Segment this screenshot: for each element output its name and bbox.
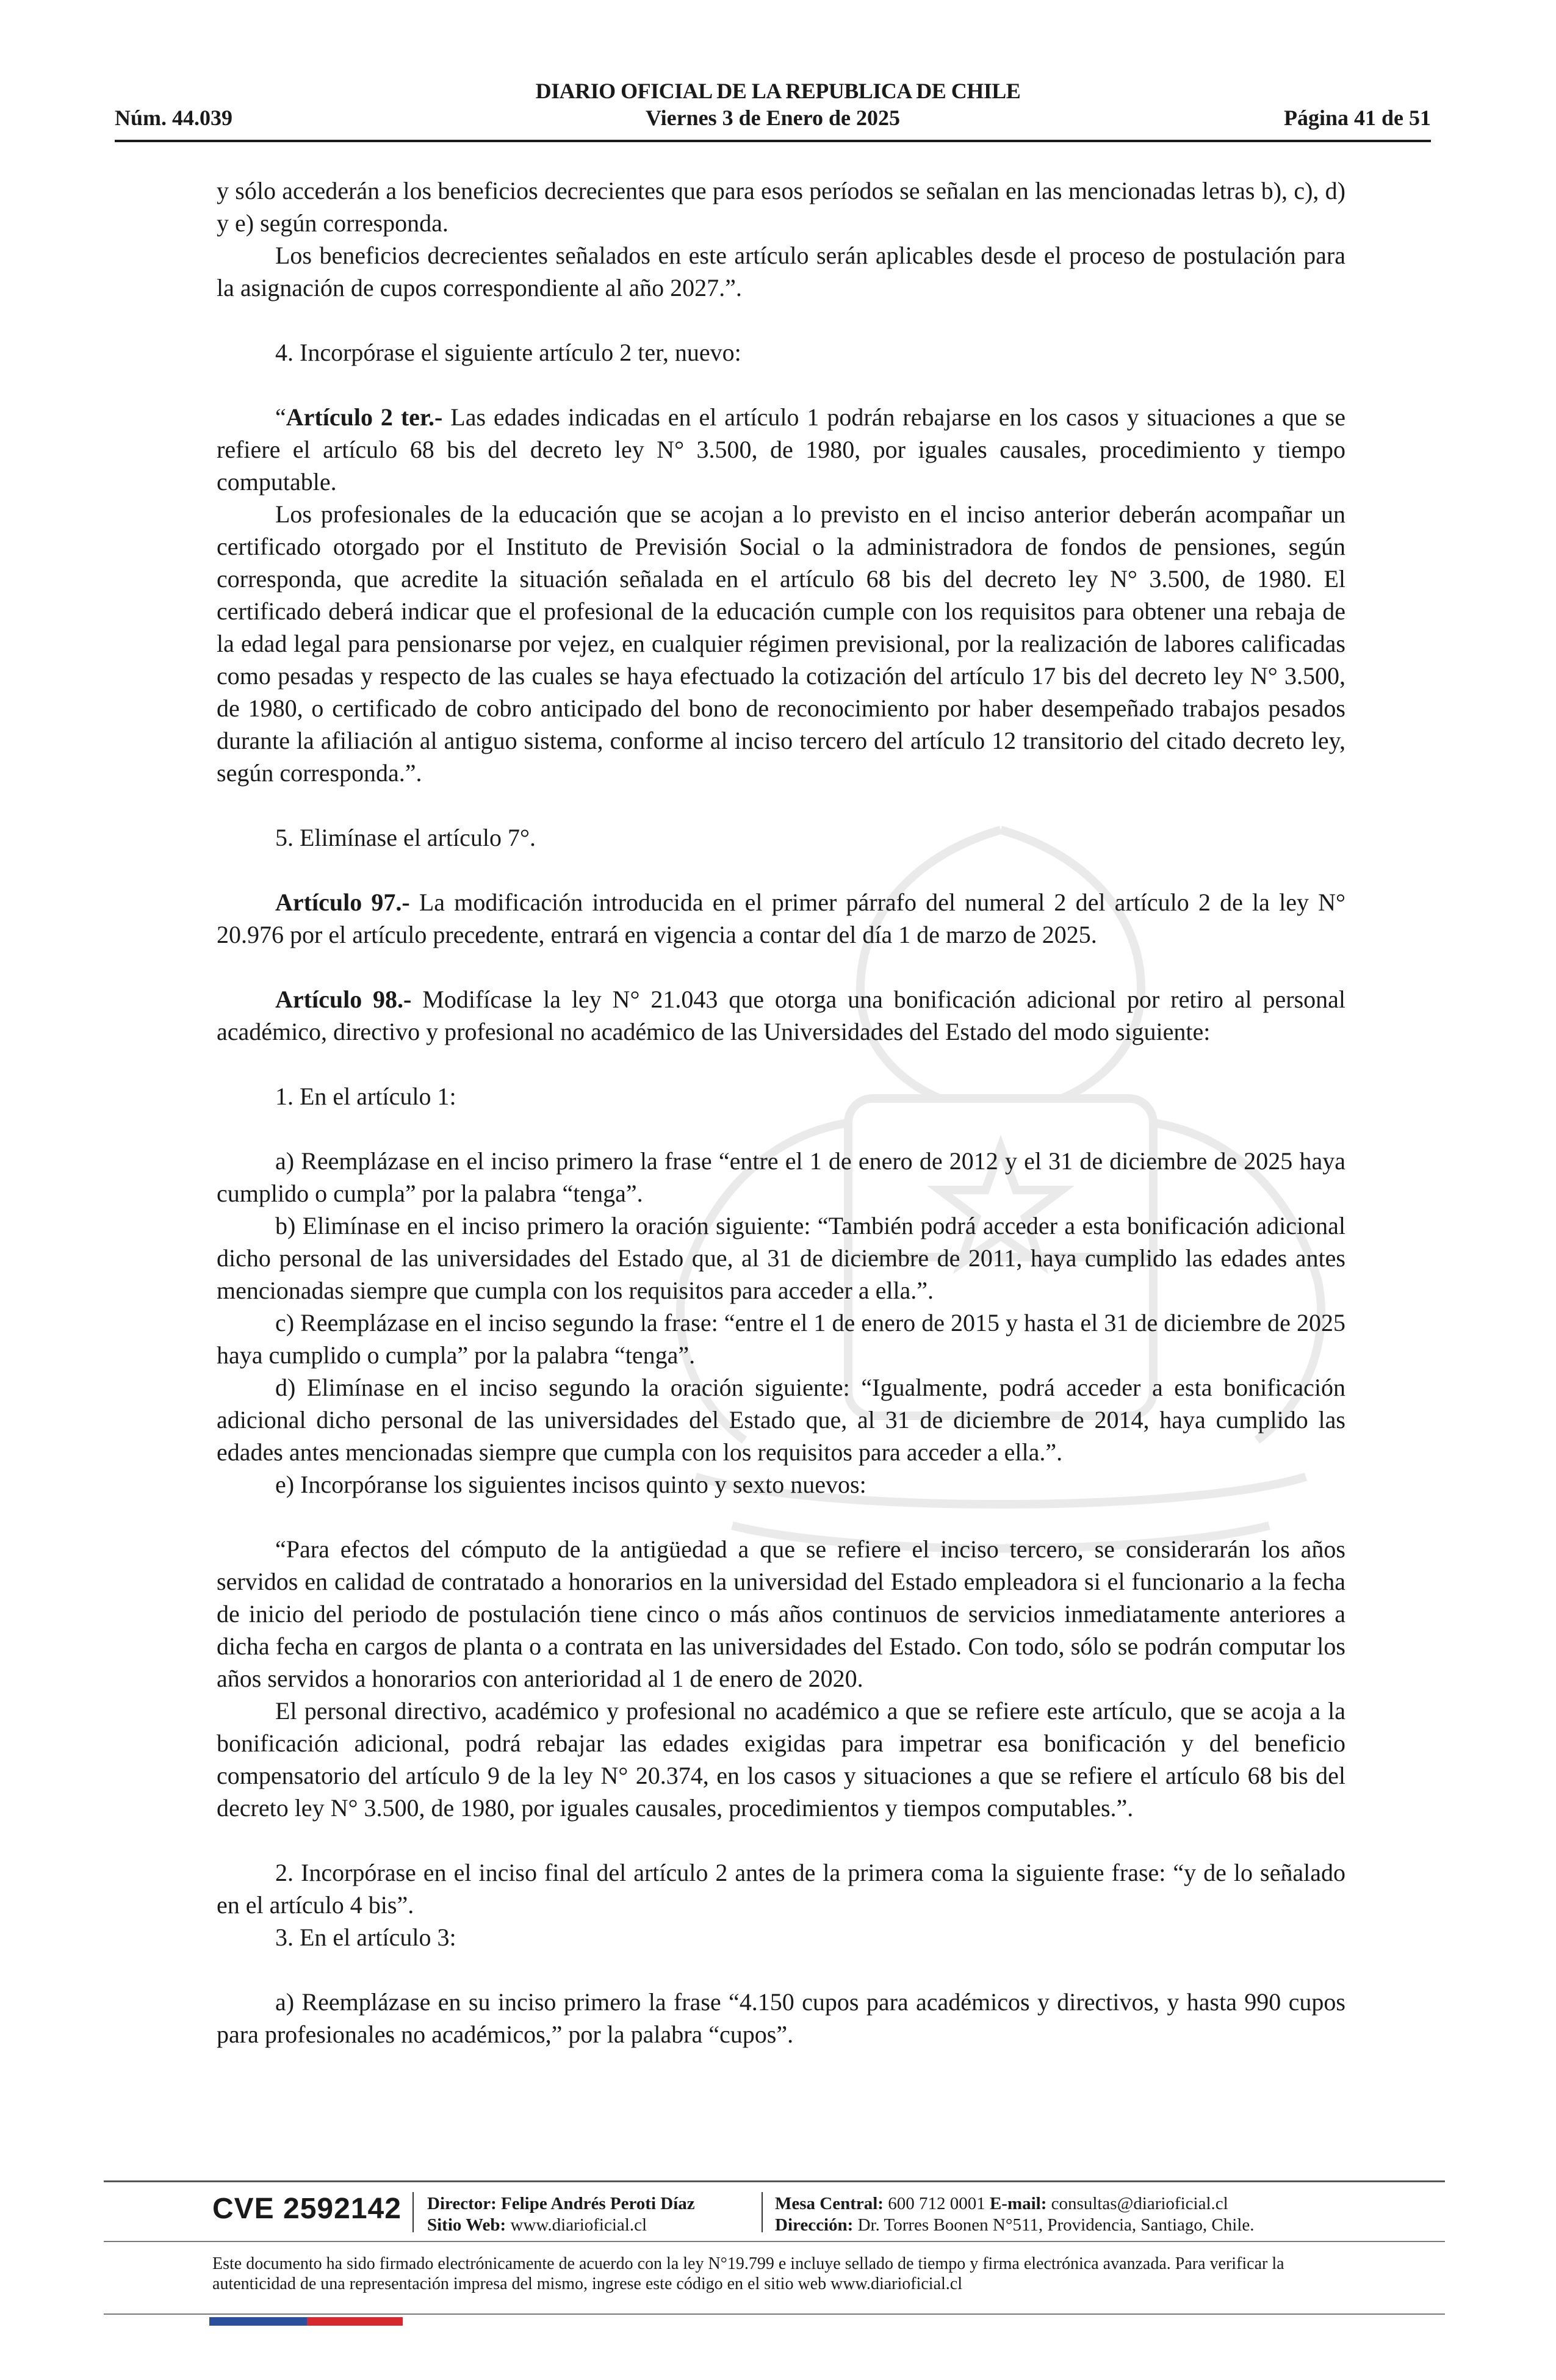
paragraph: d) Elimínase en el inciso segundo la oración siguiente: “Igualmente, podrá acceder a esta bonificación adicional dicho personal de las universidades del Estado que, al 31 de diciembre de 2014, haya cumplido las edades antes mencionadas siempre que cumpla con los requisitos para acceder a ella.”. bbox=[217, 1374, 1345, 1466]
paragraph: b) Elimínase en el inciso primero la oración siguiente: “También podrá acceder a esta bonificación adicional dicho personal de las universidades del Estado que, al 31 de diciembre de 2011, haya cumplido las edades antes mencionadas siempre que cumpla con los requisitos para acceder a ella.”. bbox=[217, 1212, 1345, 1304]
paragraph: Los beneficios decrecientes señalados en este artículo serán aplicables desde el proceso de postulación para la asignación de cupos correspondiente al año 2027.”. bbox=[217, 242, 1345, 301]
paragraph: 4. Incorpórase el siguiente artículo 2 ter, nuevo: bbox=[275, 339, 741, 366]
quote-mark: “ bbox=[275, 403, 286, 431]
paragraph-text: Las edades indicadas en el artículo 1 podrán rebajarse en los casos y situaciones a que se refiere el artículo 68 bis del decreto ley N° 3.500, de 1980, por iguales causales, procedimiento y tiempo computable. bbox=[217, 403, 1345, 496]
header-row bbox=[115, 105, 1431, 133]
mesa-phone: 600 712 0001 bbox=[888, 2194, 985, 2213]
header-divider bbox=[115, 140, 1431, 142]
article-heading: Artículo 97.- bbox=[275, 889, 410, 916]
paragraph bbox=[217, 886, 1345, 951]
footer-director-info bbox=[427, 2193, 695, 2236]
flag-stripe-blue bbox=[209, 2317, 307, 2326]
paragraph: Los profesionales de la educación que se acojan a lo previsto en el inciso anterior deberán acompañar un certificado otorgado por el Instituto de Previsión Social o la administradora de fondos de pensiones, según corresponda, que acredite la situación señalada en el artículo 68 bis del decreto ley N° 3.500, de 1980. El certificado deberá indicar que el profesional de la educación cumple con los requisitos para obtener una rebaja de la edad legal para pensionarse por vejez, en cualquier régimen previsional, por la realización de labores calificadas como pesadas y respecto de las cuales se haya efectuado la cotización del artículo 17 bis del decreto ley N° 3.500, de 1980, o certificado de cobro anticipado del bono de reconocimiento por haber desempeñado trabajos pesados durante la afiliación al antiguo sistema, conforme al inciso tercero del artículo 12 transitorio del citado decreto ley, según corresponda.”. bbox=[217, 500, 1345, 787]
article-heading: Artículo 2 ter.- bbox=[286, 403, 443, 431]
paragraph: El personal directivo, académico y profesional no académico a que se refiere este artículo, que se acoja a la bonificación adicional, podrá rebajar las edades exigidas para impetrar esa bonificación y del beneficio compensatorio del artículo 9 de la ley N° 20.374, en los casos y situaciones a que se refiere el artículo 68 bis del decreto ley N° 3.500, de 1980, por iguales causales, procedimientos y tiempos computables.”. bbox=[217, 1697, 1345, 1822]
paragraph: e) Incorpóranse los siguientes incisos quinto y sexto nuevos: bbox=[275, 1471, 866, 1498]
footer-contact-info bbox=[775, 2193, 1254, 2236]
issue-number: Núm. 44.039 bbox=[115, 106, 233, 130]
email-label: E-mail: bbox=[989, 2194, 1047, 2213]
footer-divider bbox=[104, 2241, 1445, 2242]
signature-notice: Este documento ha sido firmado electrónicamente de acuerdo con la ley N°19.799 e incluye sellado de tiempo y firma electrónica avanzada. Para verificar la autenticidad de una representación impresa del mismo, ingrese este código en el sitio web www.diarioficial.cl bbox=[212, 2254, 1284, 2293]
paragraph: a) Reemplázase en el inciso primero la frase “entre el 1 de enero de 2012 y el 31 de diciembre de 2025 haya cumplido o cumpla” por la palabra “tenga”. bbox=[217, 1147, 1345, 1207]
mesa-label: Mesa Central: bbox=[775, 2194, 884, 2213]
page-number: Página 41 de 51 bbox=[1283, 106, 1431, 130]
footer-divider bbox=[104, 2180, 1445, 2182]
email-link[interactable]: consultas@diarioficial.cl bbox=[1051, 2194, 1228, 2213]
address-label: Dirección: bbox=[775, 2215, 854, 2235]
director-name: Felipe Andrés Peroti Díaz bbox=[501, 2194, 695, 2213]
paragraph: 2. Incorpórase en el inciso final del artículo 2 antes de la primera coma la siguiente frase: “y de lo señalado en el artículo 4 bis”. bbox=[217, 1859, 1345, 1919]
article-heading: Artículo 98.- bbox=[275, 986, 412, 1013]
paragraph: c) Reemplázase en el inciso segundo la frase: “entre el 1 de enero de 2015 y hasta el 31 de diciembre de 2025 haya cumplido o cumpla” por la palabra “tenga”. bbox=[217, 1309, 1345, 1369]
paragraph-text: Modifícase la ley N° 21.043 que otorga una bonificación adicional por retiro al personal académico, directivo y profesional no académico de las Universidades del Estado del modo siguiente: bbox=[217, 986, 1345, 1045]
document-body bbox=[217, 175, 1345, 2050]
address-value: Dr. Torres Boonen N°511, Providencia, Santiago, Chile. bbox=[857, 2215, 1255, 2235]
paragraph bbox=[217, 401, 1345, 498]
paragraph: “Para efectos del cómputo de la antigüedad a que se refiere el inciso tercero, se considerarán los años servidos en calidad de contratado a honorarios en la universidad del Estado empleadora si el funcionario a la fecha de inicio del periodo de postulación tiene cinco o más años continuos de servicios inmediatamente anteriores a dicha fecha en cargos de planta o a contrata en las universidades del Estado. Con todo, sólo se podrán computar los años servidos a honorarios con anterioridad al 1 de enero de 2020. bbox=[217, 1535, 1345, 1692]
footer-separator bbox=[762, 2192, 763, 2232]
paragraph: a) Reemplázase en su inciso primero la frase “4.150 cupos para académicos y directivos, y hasta 990 cupos para profesionales no académicos,” por la palabra “cupos”. bbox=[217, 1988, 1345, 2048]
paragraph: 3. En el artículo 3: bbox=[275, 1924, 456, 1951]
paragraph bbox=[217, 983, 1345, 1048]
paragraph: 1. En el artículo 1: bbox=[275, 1083, 456, 1110]
publication-title: DIARIO OFICIAL DE LA REPUBLICA DE CHILE bbox=[535, 79, 1021, 103]
paragraph: 5. Elimínase el artículo 7°. bbox=[275, 824, 536, 851]
cve-code: CVE 2592142 bbox=[212, 2193, 402, 2225]
footer-divider bbox=[104, 2313, 1445, 2315]
website-label: Sitio Web: bbox=[427, 2215, 506, 2235]
issue-date: Viernes 3 de Enero de 2025 bbox=[646, 106, 900, 130]
paragraph-text: La modificación introducida en el primer párrafo del numeral 2 del artículo 2 de la ley N° 20.976 por el artículo precedente, entrará en vigencia a contar del día 1 de marzo de 2025. bbox=[217, 889, 1345, 948]
footer-separator bbox=[412, 2192, 414, 2232]
paragraph: y sólo accederán a los beneficios decrecientes que para esos períodos se señalan en las mencionadas letras b), c), d) y e) según corresponda. bbox=[217, 177, 1345, 237]
flag-stripe-red bbox=[307, 2317, 403, 2326]
director-label: Director: bbox=[427, 2194, 497, 2213]
website-link[interactable]: www.diarioficial.cl bbox=[510, 2215, 647, 2235]
